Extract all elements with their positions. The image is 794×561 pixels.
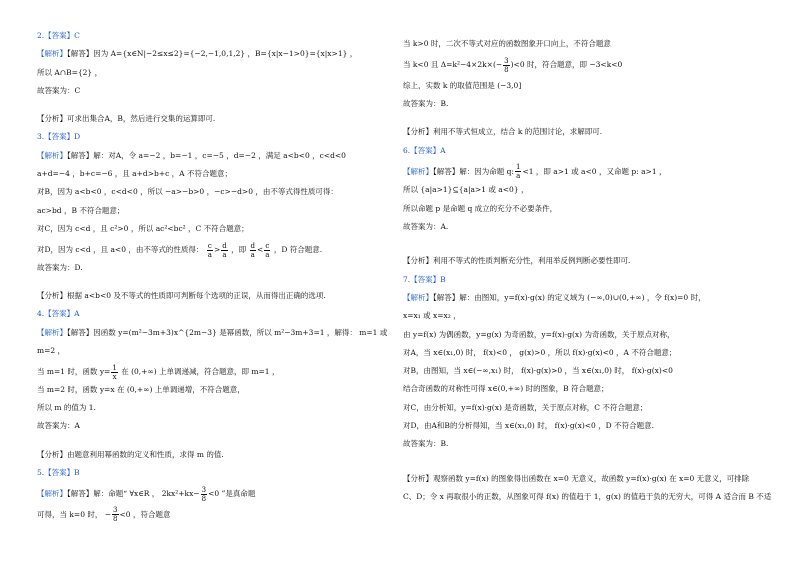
q7-solution-line-4: 对A，当 x∈(x₁,0) 时， f(x)<0 ， g(x)>0 ，所以 f(x)·g(x)<0 ，A 不符合题意；	[403, 347, 677, 357]
q5-analysis: 【分析】利用不等式恒成立，结合 k 的范围讨论，求解即可.	[403, 127, 603, 137]
q3-solution-line-6: 对D，因为 c<d ，且 a<0 ，由不等式的性质得： $\frac{c}{a}$ > $\frac{d}{a}$ ，即 $\frac{d}{a}$ < $\frac{c}{a}$ ，D 符合题意.	[37, 241, 323, 259]
fraction: $\frac{3}{8}$	[113, 506, 118, 524]
q5-cont-line-3: 综上，实数 k 的取值范围是 (−3,0]	[403, 80, 522, 90]
fraction: $\frac{3}{8}$	[201, 485, 207, 503]
q4-solution-line-3: 当 m=1 时，函数 y= $\frac{1}{x}$ 在 (0,+∞) 上单调递减，符合题意，即 m=1 ，	[37, 363, 280, 381]
q3-analysis: 【分析】根据 a<b<0 及不等式的性质即可判断每个选项的正误，从而得出正确的选项.	[37, 291, 326, 301]
q7-solution-line-1: 【解析】【解答】解：由图知，y=f(x)·g(x) 的定义域为 (−∞,0)∪(0,+∞) ，令 f(x)=0 时，	[403, 292, 706, 302]
q4-solution-line-4: 当 m=2 时，函数 y=x 在 (0,+∞) 上单调递增，不符合题意，	[37, 384, 245, 394]
q2-answer: 2.【答案】C	[37, 31, 80, 40]
q7-solution-line-5: 对B，由图知，当 x∈(−∞,x₁) 时， f(x)·g(x)>0 ，当 x∈(x₁,0) 时， f(x)·g(x)<0	[403, 366, 673, 376]
fraction: $\frac{d}{a}$	[250, 241, 255, 259]
q3-answer: 3.【答案】D	[37, 132, 81, 142]
q6-answer: 6.【答案】A	[403, 145, 446, 155]
q6-analysis: 【分析】利用不等式的性质判断充分性，利用举反例判断必要性即可.	[403, 256, 631, 266]
q3-solution-line-1: 【解析】【解答】解：对A，令 a=−2 ，b=−1 ，c=−5 ，d=−2 ，满足 a<b<0 ，c<d<0	[37, 150, 346, 160]
q5-conclusion: 故答案为：B.	[403, 99, 449, 109]
q7-solution-line-2: x=x₁ 或 x=x₂ ，	[403, 311, 461, 321]
q4-answer: 4.【答案】A	[37, 309, 80, 319]
q7-conclusion: 故答案为：B.	[403, 439, 449, 449]
q5-cont-line-2: 当 k<0 且 Δ=k²−4×2k×(− $\frac{3}{8}$ )<0 时，符合题意，即 −3<k<0	[403, 56, 623, 74]
q4-solution-line-5: 所以 m 的值为 1.	[37, 403, 96, 413]
q6-conclusion: 故答案为：A.	[403, 222, 449, 232]
fraction: $\frac{1}{a}$	[515, 163, 521, 181]
fraction: $\frac{1}{x}$	[112, 363, 117, 381]
q7-solution-line-3: 由 y=f(x) 为偶函数，y=g(x) 为奇函数，y=f(x)·g(x) 为奇函数，关于原点对称，	[403, 329, 675, 339]
q5-solution-line-2: 可得，当 k=0 时， − $\frac{3}{8}$ <0 ，符合题意	[37, 506, 171, 524]
q7-solution-line-6: 结合奇函数的对称性可得 x∈(0,+∞) 时的图象，B 符合题意；	[403, 384, 609, 394]
q2-solution-line: 【解析】【解答】因为 A={x∈N|−2≤x≤2}={−2,−1,0,1,2} ，B={x|x−1>0}={x|x>1} ，	[37, 49, 358, 59]
q2-conclusion: 故答案为：C	[37, 85, 81, 95]
fraction: $\frac{c}{a}$	[207, 241, 212, 259]
q7-analysis-line-2: C、D；令 x 再取很小的正数，从图象可得 f(x) 的值趋于 1，g(x) 的值趋于负的无穷大，可得 A 适合而 B 不适	[403, 491, 772, 501]
q6-solution-line-2: 所以 {a|a>1}⊆{a|a>1 或 a<0} ，	[403, 185, 529, 195]
q3-solution-line-4: ac>bd ，B 不符合题意；	[37, 205, 125, 215]
q2-analysis: 【分析】可求出集合A，B，然后进行交集的运算即可.	[37, 114, 216, 124]
q6-solution-line-3: 所以命题 p 是命题 q 成立的充分不必要条件，	[403, 203, 558, 213]
q3-solution-line-3: 对B，因为 a<b<0 ，c<d<0 ，所以 −a>−b>0 ，−c>−d>0 ，由不等式得性质可得：	[37, 187, 338, 197]
q4-solution-line-1: 【解析】【解答】因函数 y=(m²−3m+3)x^{2m−3} 是幂函数，所以 m²−3m+3=1 ，解得： m=1 或	[37, 327, 388, 337]
fraction: $\frac{c}{a}$	[265, 241, 270, 259]
q6-solution-line-1: 【解析】【解答】解：因为命题 q: $\frac{1}{a}$ <1 ，即 a>1 或 a<0 ，又命题 p: a>1 ，	[403, 163, 667, 181]
q5-cont-line-1: 当 k>0 时，二次不等式对应的函数图象开口向上，不符合题意	[403, 39, 611, 48]
left-column	[37, 30, 392, 531]
q4-analysis: 【分析】由题意利用幂函数的定义和性质，求得 m 的值.	[37, 449, 224, 459]
q5-answer: 5.【答案】B	[37, 467, 80, 477]
right-column	[403, 38, 773, 509]
q3-solution-line-5: 对C，因为 c<d ，且 c²>0 ，所以 ac²<bc² ，C 不符合题意；	[37, 223, 249, 233]
q4-conclusion: 故答案为：A	[37, 421, 80, 431]
q3-solution-line-2: a+d=−4 ，b+c=−6 ，且 a+d>b+c ，A 不符合题意；	[37, 169, 232, 179]
q2-solution-line-2: 所以 A∩B={2} ，	[37, 67, 103, 77]
q4-solution-line-2: m=2 ，	[37, 345, 66, 355]
q7-solution-line-7: 对C，由分析知，y=f(x)·g(x) 是奇函数，关于原点对称，C 不符合题意；	[403, 402, 648, 412]
q7-analysis: 【分析】观察函数 y=f(x) 的图象得出函数在 x=0 无意义，故函数 y=f(x)·g(x) 在 x=0 无意义，可排除	[403, 473, 750, 483]
q7-solution-line-8: 对D，由A和B的分析得知，当 x∈(x₁,0) 时， f(x)·g(x)<0 ，D 不符合题意.	[403, 421, 654, 431]
fraction: $\frac{d}{a}$	[222, 241, 227, 259]
q7-answer: 7.【答案】B	[403, 274, 446, 284]
fraction: $\frac{3}{8}$	[504, 56, 509, 74]
q5-solution-line-1: 【解析】【解答】解：命题“ ∀x∈R ， 2kx²+kx− $\frac{3}{8}$ <0 ”是真命题	[37, 485, 256, 503]
q3-conclusion: 故答案为：D.	[37, 262, 83, 272]
